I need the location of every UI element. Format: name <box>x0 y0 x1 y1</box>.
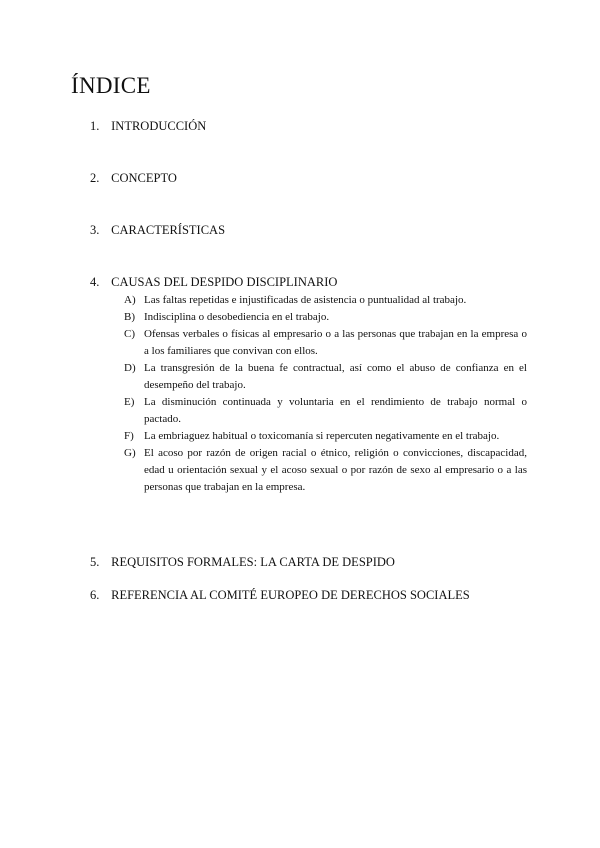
cause-letter: E) <box>124 396 135 408</box>
cause-item <box>124 394 527 428</box>
causes-list <box>124 292 527 496</box>
cause-item <box>124 292 527 309</box>
cause-letter: F) <box>124 430 134 442</box>
toc-item-label: CAUSAS DEL DESPIDO DISCIPLINARIO <box>111 275 338 289</box>
cause-text: Indisciplina o desobediencia en el trabajo. <box>144 311 330 323</box>
toc-item-label: REQUISITOS FORMALES: LA CARTA DE DESPIDO <box>111 555 395 569</box>
cause-text: Las faltas repetidas e injustificadas de asistencia o puntualidad al trabajo. <box>144 294 467 306</box>
cause-letter: C) <box>124 328 135 340</box>
toc-item-requisitos <box>90 554 395 570</box>
cause-item <box>124 360 527 394</box>
cause-text: La disminución continuada y voluntaria en el rendimiento de trabajo normal o pactado. <box>144 396 527 425</box>
toc-item-concepto <box>90 170 177 186</box>
cause-letter: G) <box>124 447 136 459</box>
toc-item-number: 2. <box>90 171 100 185</box>
toc-item-label: CONCEPTO <box>111 171 177 185</box>
cause-text: Ofensas verbales o físicas al empresario o a las personas que trabajan en la empresa o a los familiares que convivan con ellos. <box>144 328 527 357</box>
cause-letter: D) <box>124 362 136 374</box>
toc-item-referencia <box>90 587 470 603</box>
cause-text: El acoso por razón de origen racial o étnico, religión o convicciones, discapacidad, edad u orientación sexual y el acoso sexual o por razón de sexo al empresario o a las personas que trabajan en la empresa. <box>144 447 527 493</box>
toc-item-label: CARACTERÍSTICAS <box>111 223 226 237</box>
toc-item-label: REFERENCIA AL COMITÉ EUROPEO DE DERECHOS SOCIALES <box>111 588 470 602</box>
toc-item-number: 5. <box>90 555 100 569</box>
cause-item <box>124 309 527 326</box>
toc-item-introduccion <box>90 118 206 134</box>
toc-item-number: 1. <box>90 119 100 133</box>
page-title: ÍNDICE <box>71 73 151 98</box>
toc-item-causas <box>90 274 337 290</box>
cause-text: La transgresión de la buena fe contractual, así como el abuso de confianza en el desempeño del trabajo. <box>144 362 527 391</box>
cause-item <box>124 326 527 360</box>
cause-text: La embriaguez habitual o toxicomanía si repercuten negativamente en el trabajo. <box>144 430 500 442</box>
toc-item-number: 3. <box>90 223 100 237</box>
cause-letter: A) <box>124 294 136 306</box>
toc-item-number: 6. <box>90 588 100 602</box>
toc-item-number: 4. <box>90 275 100 289</box>
cause-item <box>124 445 527 496</box>
cause-item <box>124 428 527 445</box>
toc-item-caracteristicas <box>90 222 225 238</box>
toc-item-label: INTRODUCCIÓN <box>111 119 207 133</box>
cause-letter: B) <box>124 311 135 323</box>
